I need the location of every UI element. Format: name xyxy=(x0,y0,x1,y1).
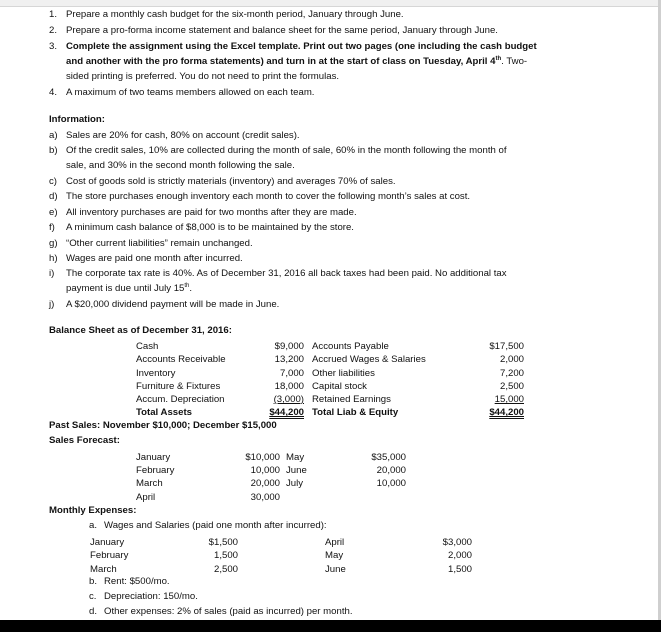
info-text: All inventory purchases are paid for two months after they are made. xyxy=(66,207,357,218)
liability-label: Accounts Payable xyxy=(312,341,389,352)
instruction-number: 1. xyxy=(49,9,58,20)
instruction-text: A maximum of two teams members allowed on each team. xyxy=(66,87,315,98)
instruction-text-cont xyxy=(66,56,527,68)
info-letter: e) xyxy=(49,207,58,218)
wage-month: May xyxy=(325,550,344,561)
info-letter: d) xyxy=(49,191,58,202)
liability-value: $17,500 xyxy=(489,341,524,352)
instruction-number: 3. xyxy=(49,41,58,52)
wage-month: February xyxy=(90,550,129,561)
expense-text: Depreciation: 150/mo. xyxy=(104,591,198,602)
expense-letter: b. xyxy=(89,576,98,587)
forecast-value: 20,000 xyxy=(250,478,280,489)
total-assets-label: Total Assets xyxy=(136,407,192,418)
info-text: A $20,000 dividend payment will be made in June. xyxy=(66,299,280,310)
info-text: The corporate tax rate is 40%. As of December 31, 2016 all back taxes had been paid. No additional tax xyxy=(66,268,507,279)
instruction-text: Prepare a monthly cash budget for the six-month period, January through June. xyxy=(66,9,404,20)
info-letter: a) xyxy=(49,130,58,141)
info-text: “Other current liabilities” remain unchanged. xyxy=(66,238,253,249)
wage-month: June xyxy=(325,564,346,575)
info-text-cont: sale, and 30% in the second month following the sale. xyxy=(66,160,295,171)
asset-label: Inventory xyxy=(136,368,176,379)
forecast-month: March xyxy=(136,478,163,489)
forecast-value: $10,000 xyxy=(245,452,280,463)
info-text: The store purchases enough inventory each month to cover the following month’s sales at cost. xyxy=(66,191,471,202)
wage-value: $1,500 xyxy=(208,537,238,548)
expense-letter: c. xyxy=(89,591,97,602)
forecast-value: $35,000 xyxy=(371,452,406,463)
wage-month: April xyxy=(325,537,345,548)
forecast-month: February xyxy=(136,465,175,476)
info-letter: c) xyxy=(49,176,57,187)
monthly-expenses-heading: Monthly Expenses: xyxy=(49,505,137,516)
forecast-value: 20,000 xyxy=(376,465,406,476)
forecast-value: 30,000 xyxy=(250,492,280,503)
instruction-tail: . Two- xyxy=(501,56,528,67)
total-liab-equity-value: $44,200 xyxy=(489,407,524,418)
sales-forecast-heading: Sales Forecast: xyxy=(49,435,120,446)
asset-value: 7,000 xyxy=(279,368,304,379)
liability-value: 7,200 xyxy=(499,368,524,379)
info-text: A minimum cash balance of $8,000 is to be maintained by the store. xyxy=(66,222,354,233)
asset-value: 13,200 xyxy=(274,354,304,365)
info-text-part: payment is due until July 15 xyxy=(66,283,185,294)
info-text: Cost of goods sold is strictly materials (inventory) and averages 70% of sales. xyxy=(66,176,396,187)
balance-sheet-heading: Balance Sheet as of December 31, 2016: xyxy=(49,325,232,336)
expense-letter: a. xyxy=(89,520,98,531)
liability-label: Other liabilities xyxy=(312,368,375,379)
liability-label: Capital stock xyxy=(312,381,367,392)
asset-label: Accum. Depreciation xyxy=(136,394,225,405)
asset-value: 18,000 xyxy=(274,381,304,392)
superscript: th xyxy=(495,55,502,62)
info-letter: i) xyxy=(49,268,55,279)
total-assets-value: $44,200 xyxy=(269,407,304,418)
asset-value: $9,000 xyxy=(274,341,304,352)
asset-label: Furniture & Fixtures xyxy=(136,381,221,392)
instruction-number: 4. xyxy=(49,87,58,98)
past-sales: Past Sales: November $10,000; December $15,000 xyxy=(49,420,277,431)
wage-month: March xyxy=(90,564,117,575)
instruction-text-cont: sided printing is preferred. You do not need to print the formulas. xyxy=(66,71,340,82)
wage-value: $3,000 xyxy=(442,537,472,548)
viewer-bottom-edge xyxy=(0,620,661,632)
instruction-text: Complete the assignment using the Excel template. Print out two pages (one including the cash budget xyxy=(66,41,537,52)
expense-text: Wages and Salaries (paid one month after incurred): xyxy=(104,520,327,531)
info-text: Wages are paid one month after incurred. xyxy=(66,253,243,264)
wage-value: 1,500 xyxy=(447,564,472,575)
info-letter: f) xyxy=(49,222,55,233)
info-letter: j) xyxy=(49,299,55,310)
forecast-month: May xyxy=(286,452,305,463)
info-text-cont xyxy=(66,283,192,295)
wage-month: January xyxy=(90,537,125,548)
liability-label: Accrued Wages & Salaries xyxy=(312,354,426,365)
info-text-tail: . xyxy=(189,283,193,294)
information-heading: Information: xyxy=(49,114,105,125)
forecast-value: 10,000 xyxy=(250,465,280,476)
viewer-top-edge xyxy=(0,0,661,7)
liability-value: 2,000 xyxy=(499,354,524,365)
liability-label: Retained Earnings xyxy=(312,394,391,405)
info-letter: b) xyxy=(49,145,58,156)
info-text: Sales are 20% for cash, 80% on account (credit sales). xyxy=(66,130,300,141)
forecast-month: July xyxy=(286,478,304,489)
expense-text: Other expenses: 2% of sales (paid as incurred) per month. xyxy=(104,606,353,617)
instruction-number: 2. xyxy=(49,25,58,36)
forecast-month: April xyxy=(136,492,156,503)
wage-value: 2,000 xyxy=(447,550,472,561)
asset-value: (3,000) xyxy=(273,394,304,405)
instruction-text: Prepare a pro-forma income statement and balance sheet for the same period, January through June. xyxy=(66,25,498,36)
wage-value: 2,500 xyxy=(213,564,238,575)
forecast-month: June xyxy=(286,465,307,476)
forecast-month: January xyxy=(136,452,171,463)
expense-text: Rent: $500/mo. xyxy=(104,576,170,587)
info-letter: g) xyxy=(49,238,58,249)
superscript: th xyxy=(184,282,190,289)
asset-label: Accounts Receivable xyxy=(136,354,226,365)
liability-value: 2,500 xyxy=(499,381,524,392)
liability-value: 15,000 xyxy=(494,394,524,405)
instruction-bold-part: and another with the pro forma statements) and turn in at the start of class on Tuesday, April 4 xyxy=(66,56,496,67)
asset-label: Cash xyxy=(136,341,159,352)
info-text: Of the credit sales, 10% are collected during the month of sale, 60% in the month following the month of xyxy=(66,145,507,156)
total-liab-equity-label: Total Liab & Equity xyxy=(312,407,399,418)
expense-letter: d. xyxy=(89,606,98,617)
forecast-value: 10,000 xyxy=(376,478,406,489)
wage-value: 1,500 xyxy=(213,550,238,561)
info-letter: h) xyxy=(49,253,58,264)
